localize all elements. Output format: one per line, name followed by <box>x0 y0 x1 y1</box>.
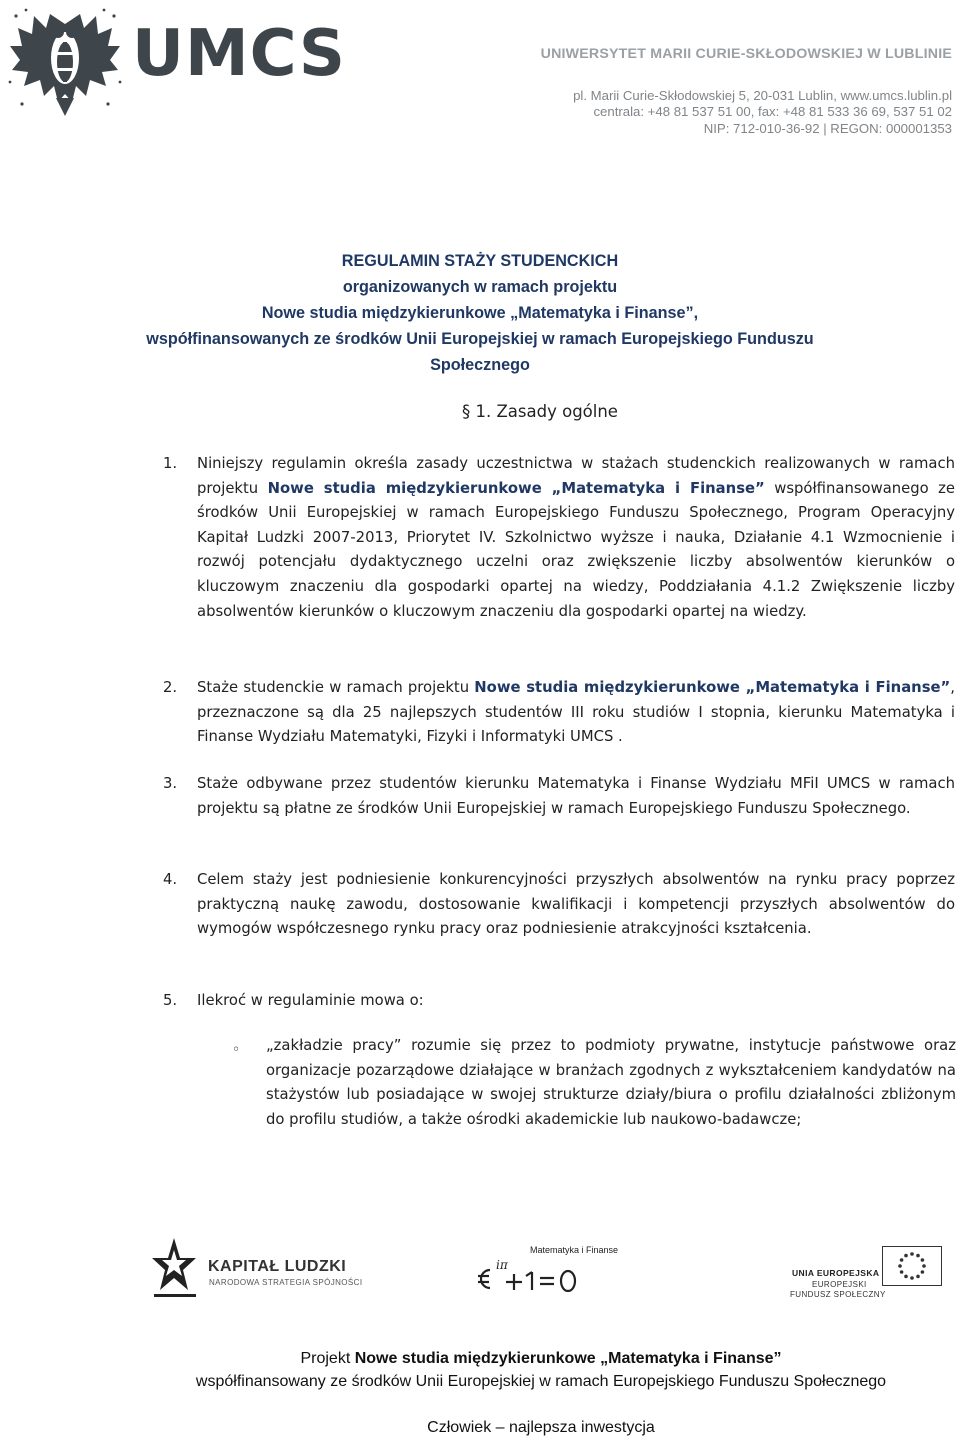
bullet-icon: ◦ <box>232 1042 241 1058</box>
item-number: 5. <box>163 992 178 1009</box>
footer-cofinance-line: współfinansowany ze środków Unii Europejskiej w ramach Europejskiego Funduszu Społecznego <box>195 1373 887 1390</box>
tax-ids-line: NIP: 712-010-36-92 | REGON: 000001353 <box>703 121 952 136</box>
item-number: 3. <box>163 775 178 792</box>
kapital-ludzki-name: KAPITAŁ LUDZKI <box>208 1258 347 1275</box>
footer-project-line: Projekt Nowe studia międzykierunkowe „Matematyka i Finanse” <box>300 1350 782 1367</box>
eu-fund-label-2: FUNDUSZ SPOŁECZNY <box>790 1290 886 1299</box>
kapital-ludzki-subtitle: NARODOWA STRATEGIA SPÓJNOŚCI <box>209 1278 363 1287</box>
funding-logos <box>0 1228 960 1318</box>
item-text: Staże odbywane przez studentów kierunku Matematyka i Finanse Wydziału MFiI UMCS w ramach projektu są płatne ze środków Unii Europejskiej w ramach Europejskiego Funduszu Społecznego. <box>197 775 955 817</box>
item-number: 2. <box>163 679 178 696</box>
document-title <box>60 248 900 378</box>
item-text: Staże studenckie w ramach projektu Nowe studia międzykierunkowe „Matematyka i Finanse”, przeznaczone są dla 25 najlepszych studentów III roku studiów I stopnia, kierunku Matematyka i Finanse Wydziału Matematyki, Fizyki i Informatyki UMCS . <box>197 679 955 746</box>
kapital-ludzki-star-icon <box>152 1236 198 1298</box>
list-item <box>163 676 955 750</box>
mf-project-title: Matematyka i Finanse <box>530 1245 619 1255</box>
university-name: UNIWERSYTET MARII CURIE-SKŁODOWSKIEJ W LUBLINIE <box>540 46 952 62</box>
bullet-text: „zakładzie pracy” rozumie się przez to podmioty prywatne, instytucje państwowe oraz organizacje pozarządowe działające w branżach zgodnych z wykształceniem kandydatów na stażystów lub posiadające w swojej strukturze działy/biura o profilu działalności zbliżonym do profilu studiów, a także ośrodki akademickie lub naukowo-badawcze; <box>266 1037 956 1128</box>
item-number: 1. <box>163 455 178 472</box>
eu-union-label: UNIA EUROPEJSKA <box>792 1268 880 1278</box>
item-text: Ilekroć w regulaminie mowa o: <box>197 992 424 1009</box>
definition-bullet <box>232 1034 956 1132</box>
title-line-5: Społecznego <box>430 356 530 374</box>
item-number: 4. <box>163 871 178 888</box>
title-line-1: REGULAMIN STAŻY STUDENCKICH <box>341 252 619 270</box>
footer-motto: Człowiek – najlepsza inwestycja <box>427 1419 655 1436</box>
umcs-wordmark: UMCS <box>132 17 346 91</box>
title-line-2: organizowanych w ramach projektu <box>342 278 618 296</box>
mf-formula-logo-icon <box>474 1256 584 1296</box>
title-line-3: Nowe studia międzykierunkowe „Matematyka i Finanse”, <box>261 304 699 322</box>
letterhead <box>0 0 960 150</box>
umcs-eagle-logo-icon <box>6 6 124 118</box>
svg-text:iπ: iπ <box>496 1258 508 1272</box>
section-heading: § 1. Zasady ogólne <box>462 402 618 421</box>
eu-flag-icon <box>882 1246 942 1286</box>
address-line: pl. Marii Curie-Skłodowskiej 5, 20-031 Lublin, www.umcs.lublin.pl <box>573 88 952 103</box>
list-item <box>163 989 955 1014</box>
eu-fund-label-1: EUROPEJSKI <box>812 1280 867 1289</box>
list-item <box>163 452 955 624</box>
phone-line: centrala: +48 81 537 51 00, fax: +48 81 533 36 69, 537 51 02 <box>593 104 952 119</box>
item-text: Celem staży jest podniesienie konkurencyjności przyszłych absolwentów na rynku pracy poprzez praktyczną naukę zawodu, dostosowanie kwalifikacji i kompetencji przyszłych absolwentów do wymogów współczesnego rynku pracy oraz podniesienie atrakcyjności kształcenia. <box>197 871 955 938</box>
list-item <box>163 772 955 821</box>
list-item <box>163 868 955 942</box>
item-text: Niniejszy regulamin określa zasady uczestnictwa w stażach studenckich realizowanych w ramach projektu Nowe studia międzykierunkowe „Matematyka i Finanse” współfinansowanego ze środków Unii Europejskiej w ramach Europejskiego Funduszu Społecznego, Program Operacyjny Kapitał Ludzki 2007-2013, Priorytet IV. Szkolnictwo wyższe i nauka, Działanie 4.1 Wzmocnienie i rozwój potencjału dydaktycznego uczelni oraz zwiększenie liczby absolwentów kierunków o kluczowym znaczeniu dla gospodarki opartej na wiedzy, Poddziałania 4.1.2 Zwiększenie liczby absolwentów kierunków o kluczowym znaczeniu dla gospodarki opartej na wiedzy. <box>197 455 956 620</box>
title-line-4: współfinansowanych ze środków Unii Europejskiej w ramach Europejskiego Funduszu <box>146 330 814 348</box>
